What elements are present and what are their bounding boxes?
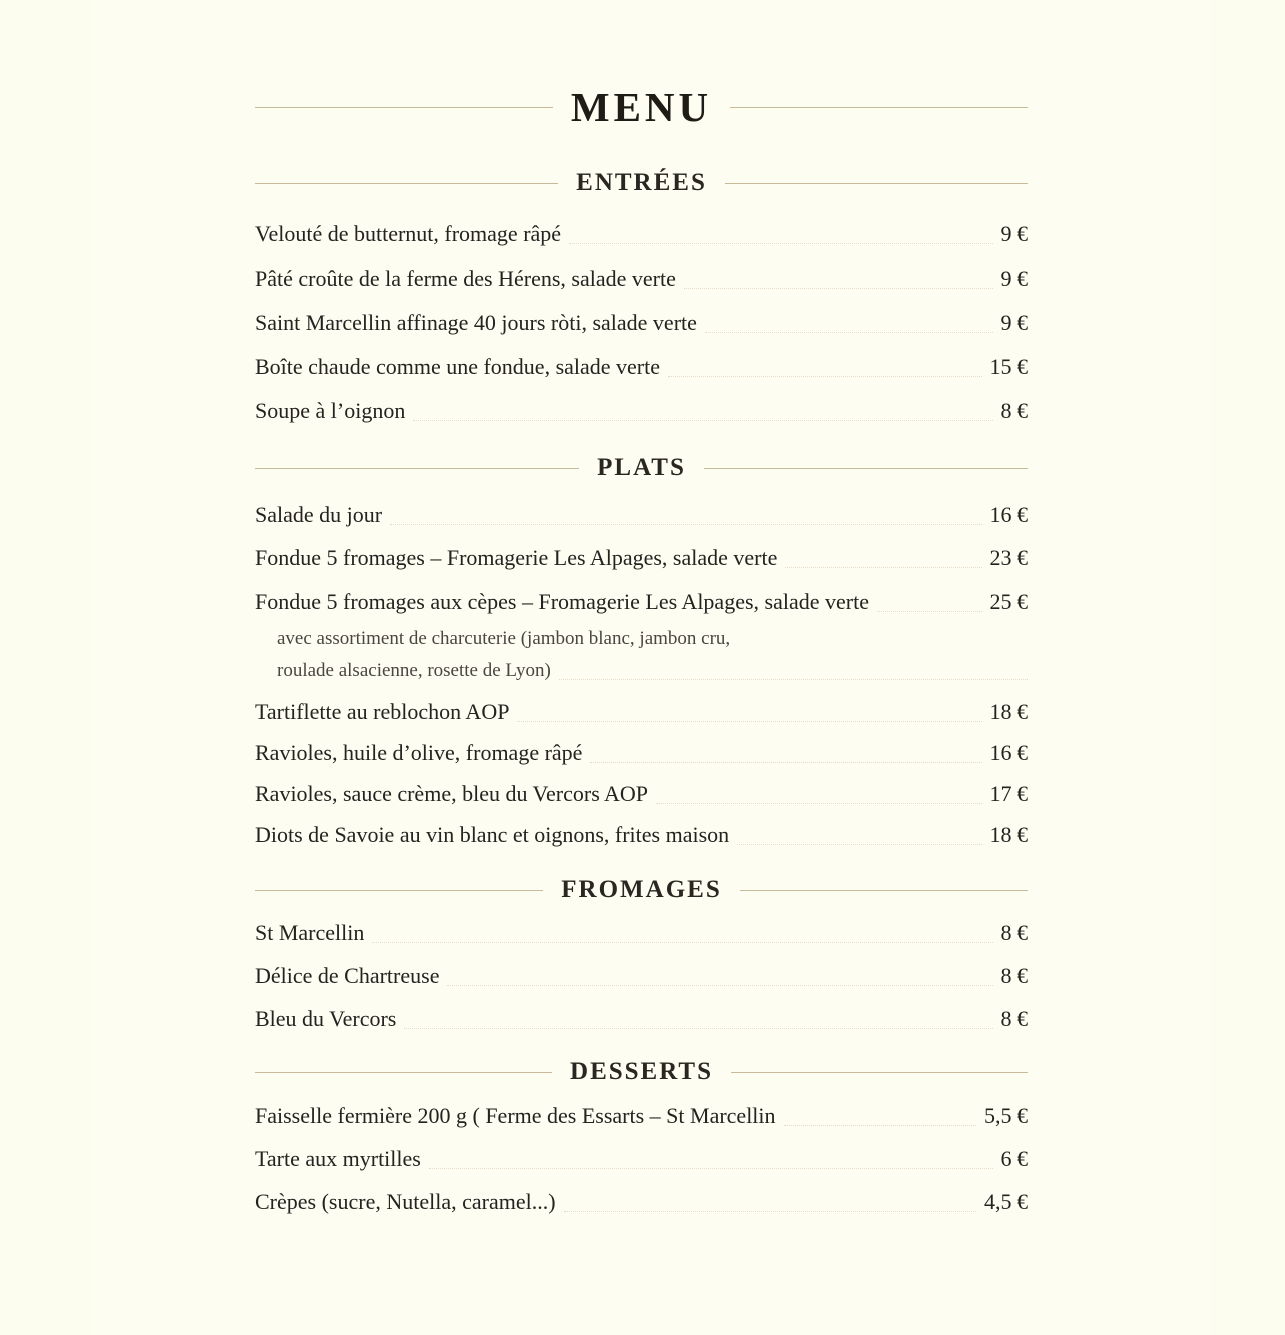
- divider-line: [255, 1072, 552, 1073]
- divider-line: [730, 107, 1028, 108]
- item-price: 16 €: [989, 740, 1028, 765]
- dot-leader: [590, 762, 981, 763]
- dot-leader: [737, 844, 981, 845]
- section-title: FROMAGES: [561, 876, 722, 903]
- item-price: 8 €: [1000, 1006, 1028, 1031]
- menu-item: [255, 354, 1028, 384]
- menu-item: [255, 589, 1028, 619]
- detail-line: [277, 655, 1028, 687]
- section-title-row: [255, 451, 1028, 485]
- dot-leader: [784, 1125, 976, 1126]
- item-name: Délice de Chartreuse: [255, 963, 440, 988]
- menu-item: [255, 963, 1028, 993]
- item-name: Saint Marcellin affinage 40 jours ròti, salade verte: [255, 310, 697, 335]
- menu-item: [255, 502, 1028, 532]
- item-name: Velouté de butternut, fromage râpé: [255, 221, 562, 246]
- item-name: Faisselle fermière 200 g ( Ferme des Essarts – St Marcellin: [255, 1103, 776, 1128]
- dot-leader: [877, 611, 982, 612]
- item-name: Tartiflette au reblochon AOP: [255, 699, 510, 724]
- divider-line: [255, 890, 543, 891]
- divider-line: [725, 183, 1028, 184]
- dot-leader: [390, 524, 981, 525]
- item-price: 16 €: [989, 502, 1028, 527]
- menu-item: [255, 1146, 1028, 1176]
- item-name: Bleu du Vercors: [255, 1006, 397, 1031]
- divider-line: [255, 468, 579, 469]
- menu-item: [255, 398, 1028, 428]
- dot-leader: [559, 679, 1028, 680]
- item-price: 5,5 €: [984, 1103, 1028, 1128]
- dot-leader: [372, 942, 992, 943]
- item-name: Ravioles, huile d’olive, fromage râpé: [255, 740, 583, 765]
- section-title-row: [255, 166, 1028, 200]
- dot-leader: [413, 420, 992, 421]
- divider-line: [255, 107, 553, 108]
- divider-line: [740, 890, 1028, 891]
- section-title-row: [255, 1055, 1028, 1089]
- item-price: 9 €: [1000, 266, 1028, 291]
- item-price: 18 €: [989, 822, 1028, 847]
- menu-item: [255, 699, 1028, 729]
- menu-item: [255, 1103, 1028, 1133]
- item-price: 4,5 €: [984, 1189, 1028, 1214]
- item-price: 23 €: [989, 545, 1028, 570]
- item-name: St Marcellin: [255, 920, 365, 945]
- detail-line: [277, 623, 1028, 655]
- item-name: Crèpes (sucre, Nutella, caramel...): [255, 1189, 556, 1214]
- section-title: PLATS: [597, 454, 686, 481]
- item-price: 8 €: [1000, 398, 1028, 423]
- item-price: 8 €: [1000, 963, 1028, 988]
- item-name: Soupe à l’oignon: [255, 398, 406, 423]
- dot-leader: [684, 288, 993, 289]
- item-name: Salade du jour: [255, 502, 383, 527]
- dot-leader: [564, 1211, 976, 1212]
- item-price: 9 €: [1000, 221, 1028, 246]
- divider-line: [704, 468, 1028, 469]
- item-name: Diots de Savoie au vin blanc et oignons, frites maison: [255, 822, 730, 847]
- item-name: Fondue 5 fromages – Fromagerie Les Alpages, salade verte: [255, 545, 778, 570]
- item-price: 25 €: [989, 589, 1028, 614]
- item-name: Ravioles, sauce crème, bleu du Vercors AOP: [255, 781, 649, 806]
- dot-leader: [447, 985, 992, 986]
- item-price: 8 €: [1000, 920, 1028, 945]
- dot-leader: [785, 567, 981, 568]
- dot-leader: [404, 1028, 992, 1029]
- item-price: 15 €: [989, 354, 1028, 379]
- menu-item: [255, 781, 1028, 811]
- dot-leader: [705, 332, 993, 333]
- item-name: Fondue 5 fromages aux cèpes – Fromagerie Les Alpages, salade verte: [255, 589, 869, 614]
- menu-item: [255, 740, 1028, 770]
- item-price: 18 €: [989, 699, 1028, 724]
- menu-item: [255, 1189, 1028, 1219]
- dot-leader: [429, 1168, 993, 1169]
- item-detail: [277, 623, 1028, 687]
- detail-text: avec assortiment de charcuterie (jambon blanc, jambon cru,: [277, 628, 731, 649]
- menu-title-row: [255, 82, 1028, 132]
- dot-leader: [656, 803, 981, 804]
- menu-item: [255, 221, 1028, 251]
- dot-leader: [517, 721, 981, 722]
- item-price: 6 €: [1000, 1146, 1028, 1171]
- menu-item: [255, 545, 1028, 575]
- divider-line: [255, 183, 558, 184]
- item-name: Tarte aux myrtilles: [255, 1146, 421, 1171]
- menu-item: [255, 266, 1028, 296]
- menu-title: MENU: [570, 84, 713, 130]
- section-title: DESSERTS: [570, 1058, 713, 1085]
- section-title: ENTRÉES: [576, 169, 707, 196]
- item-price: 9 €: [1000, 310, 1028, 335]
- menu-item: [255, 1006, 1028, 1036]
- dot-leader: [668, 376, 981, 377]
- item-name: Pâté croûte de la ferme des Hérens, salade verte: [255, 266, 676, 291]
- item-name: Boîte chaude comme une fondue, salade verte: [255, 354, 661, 379]
- menu-item: [255, 310, 1028, 340]
- dot-leader: [569, 243, 992, 244]
- divider-line: [731, 1072, 1028, 1073]
- item-price: 17 €: [989, 781, 1028, 806]
- detail-text: roulade alsacienne, rosette de Lyon): [277, 660, 551, 681]
- section-title-row: [255, 873, 1028, 907]
- menu-item: [255, 822, 1028, 852]
- menu-item: [255, 920, 1028, 950]
